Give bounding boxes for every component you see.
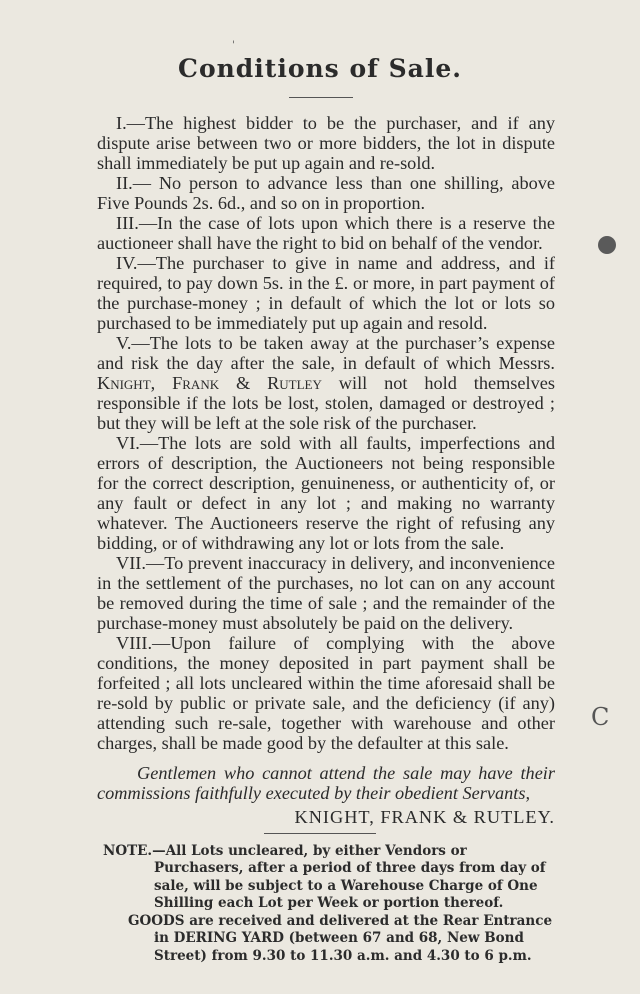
- condition-2: II.— No person to advance less than one shilling, above Five Pounds 2s. 6d., and so on in proportion.: [97, 173, 555, 213]
- condition-1: I.—The highest bidder to be the purchaser, and if any dispute arise between two or more bidders, the lot in dispute shall immediately be put up again and re-sold.: [97, 113, 555, 173]
- notes-section: [103, 843, 559, 966]
- condition-7: VII.—To prevent inaccuracy in delivery, and inconvenience in the settlement of the purchases, no lot can on any account be removed during the time of sale ; and the remainder of the purchase-money must absolutely be paid on the delivery.: [97, 553, 555, 633]
- condition-5-part-a: V.—The lots to be taken away at the purchaser’s expense and risk the day after the sale, in default of which Messrs.: [97, 333, 555, 373]
- warehouse-note: NOTE.—All Lots uncleared, by either Vendors or Purchasers, after a period of three days from day of sale, will be subject to a Warehouse Charge of One Shilling each Lot per Week or portion thereof.: [103, 843, 546, 911]
- conditions-list: [97, 113, 555, 827]
- goods-note: GOODS are received and delivered at the Rear Entrance in DERING YARD (between 67 and 68, New Bond Street) from 9.30 to 11.30 a.m. and 4.30 to 6 p.m.: [128, 913, 553, 964]
- condition-6: VI.—The lots are sold with all faults, imperfections and errors of description, the Auctioneers not being responsible for the correct description, genuineness, or authenticity of, or any fault or defect in any lot ; and making no warranty whatever. The Auctioneers reserve the right of refusing any bidding, or of withdrawing any lot or lots from the sale.: [97, 433, 555, 553]
- signature-firm: KNIGHT, FRANK & RUTLEY.: [294, 807, 555, 827]
- title-divider: [289, 97, 353, 98]
- notes-divider: [264, 833, 376, 834]
- signature-line: Gentlemen who cannot attend the sale may have their commissions faithfully executed by their obedient Servants,: [97, 763, 555, 803]
- condition-5-part-b: will not hold themselves responsible if the lots be lost, stolen, damaged or destroyed ; but they will be left at the sole risk of the purchaser.: [97, 373, 555, 433]
- page-speck: ': [232, 40, 235, 51]
- signature-block: [97, 763, 555, 827]
- condition-5: [97, 333, 555, 433]
- margin-mark: C: [591, 703, 610, 731]
- margin-blot: [598, 236, 616, 254]
- page-title: Conditions of Sale.: [178, 54, 462, 83]
- condition-8: VIII.—Upon failure of complying with the above conditions, the money deposited in part payment shall be forfeited ; all lots uncleared within the time aforesaid shall be re-sold by public or private sale, and the deficiency (if any) attending such re-sale, together with warehouse and other charges, shall be made good by the defaulter at this sale.: [97, 633, 555, 753]
- condition-4: IV.—The purchaser to give in name and address, and if required, to pay down 5s. in the £. or more, in part payment of the purchase-money ; in default of which the lot or lots so purchased to be immediately put up again and resold.: [97, 253, 555, 333]
- firm-name-inline: Knight, Frank & Rutley: [97, 373, 322, 393]
- condition-3: III.—In the case of lots upon which there is a reserve the auctioneer shall have the right to bid on behalf of the vendor.: [97, 213, 555, 253]
